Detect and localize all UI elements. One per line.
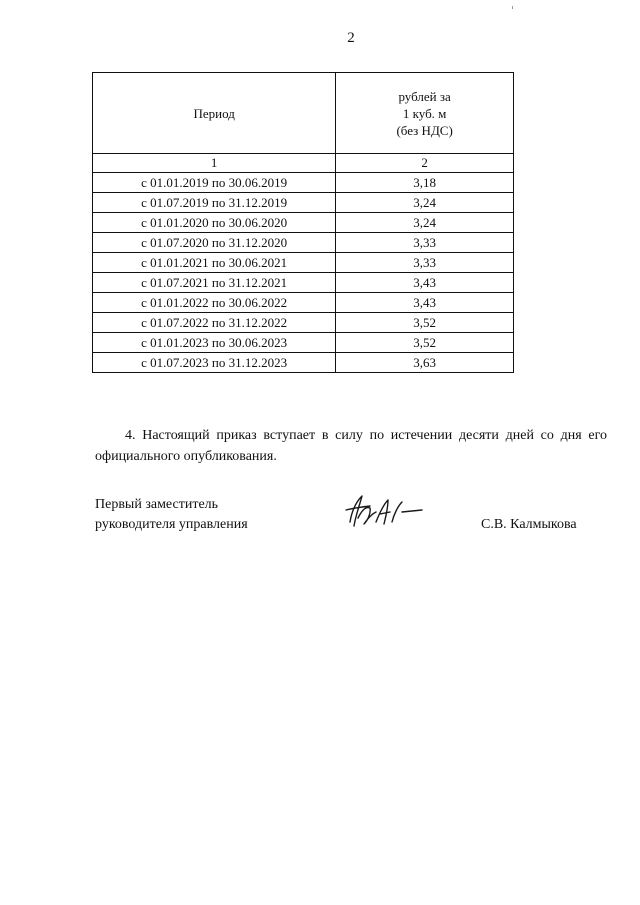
rate-cell: 3,33 <box>336 233 514 253</box>
rate-cell: 3,52 <box>336 333 514 353</box>
rate-cell: 3,33 <box>336 253 514 273</box>
column-number-row <box>93 154 514 173</box>
header-rate-line: рублей за <box>398 88 451 104</box>
rate-cell: 3,24 <box>336 193 514 213</box>
header-rate-line: (без НДС) <box>396 122 453 138</box>
header-period: Период <box>93 73 336 154</box>
period-cell: с 01.07.2022 по 31.12.2022 <box>93 313 336 333</box>
rate-cell: 3,43 <box>336 293 514 313</box>
scan-mark <box>512 6 513 9</box>
table-header-row <box>93 73 514 154</box>
table-row <box>93 333 514 353</box>
table-row <box>93 233 514 253</box>
table-row <box>93 213 514 233</box>
table-row <box>93 273 514 293</box>
tariff-table <box>92 72 514 373</box>
period-cell: с 01.01.2019 по 30.06.2019 <box>93 173 336 193</box>
period-cell: с 01.07.2019 по 31.12.2019 <box>93 193 336 213</box>
period-cell: с 01.07.2021 по 31.12.2021 <box>93 273 336 293</box>
rate-cell: 3,52 <box>336 313 514 333</box>
period-cell: с 01.07.2023 по 31.12.2023 <box>93 353 336 373</box>
period-cell: с 01.01.2023 по 30.06.2023 <box>93 333 336 353</box>
handwritten-signature <box>340 488 430 538</box>
table-row <box>93 293 514 313</box>
signer-name: С.В. Калмыкова <box>481 517 577 532</box>
effective-date-paragraph: 4. Настоящий приказ вступает в силу по истечении десяти дней со дня его официального опубликования. <box>95 428 607 464</box>
period-cell: с 01.01.2021 по 30.06.2021 <box>93 253 336 273</box>
table-row <box>93 253 514 273</box>
header-rate <box>336 73 514 154</box>
column-number: 1 <box>93 154 336 173</box>
rate-cell: 3,18 <box>336 173 514 193</box>
table-row <box>93 173 514 193</box>
column-number: 2 <box>336 154 514 173</box>
rate-cell: 3,43 <box>336 273 514 293</box>
table-row <box>93 353 514 373</box>
rate-cell: 3,63 <box>336 353 514 373</box>
page-number: 2 <box>347 30 355 46</box>
signer-position-line: руководителя управления <box>95 517 248 532</box>
rate-cell: 3,24 <box>336 213 514 233</box>
signer-position <box>95 495 248 535</box>
signer-position-line: Первый заместитель <box>95 497 219 512</box>
table-row <box>93 313 514 333</box>
header-rate-line: 1 куб. м <box>402 105 447 121</box>
period-cell: с 01.01.2020 по 30.06.2020 <box>93 213 336 233</box>
period-cell: с 01.01.2022 по 30.06.2022 <box>93 293 336 313</box>
table-row <box>93 193 514 213</box>
period-cell: с 01.07.2020 по 31.12.2020 <box>93 233 336 253</box>
